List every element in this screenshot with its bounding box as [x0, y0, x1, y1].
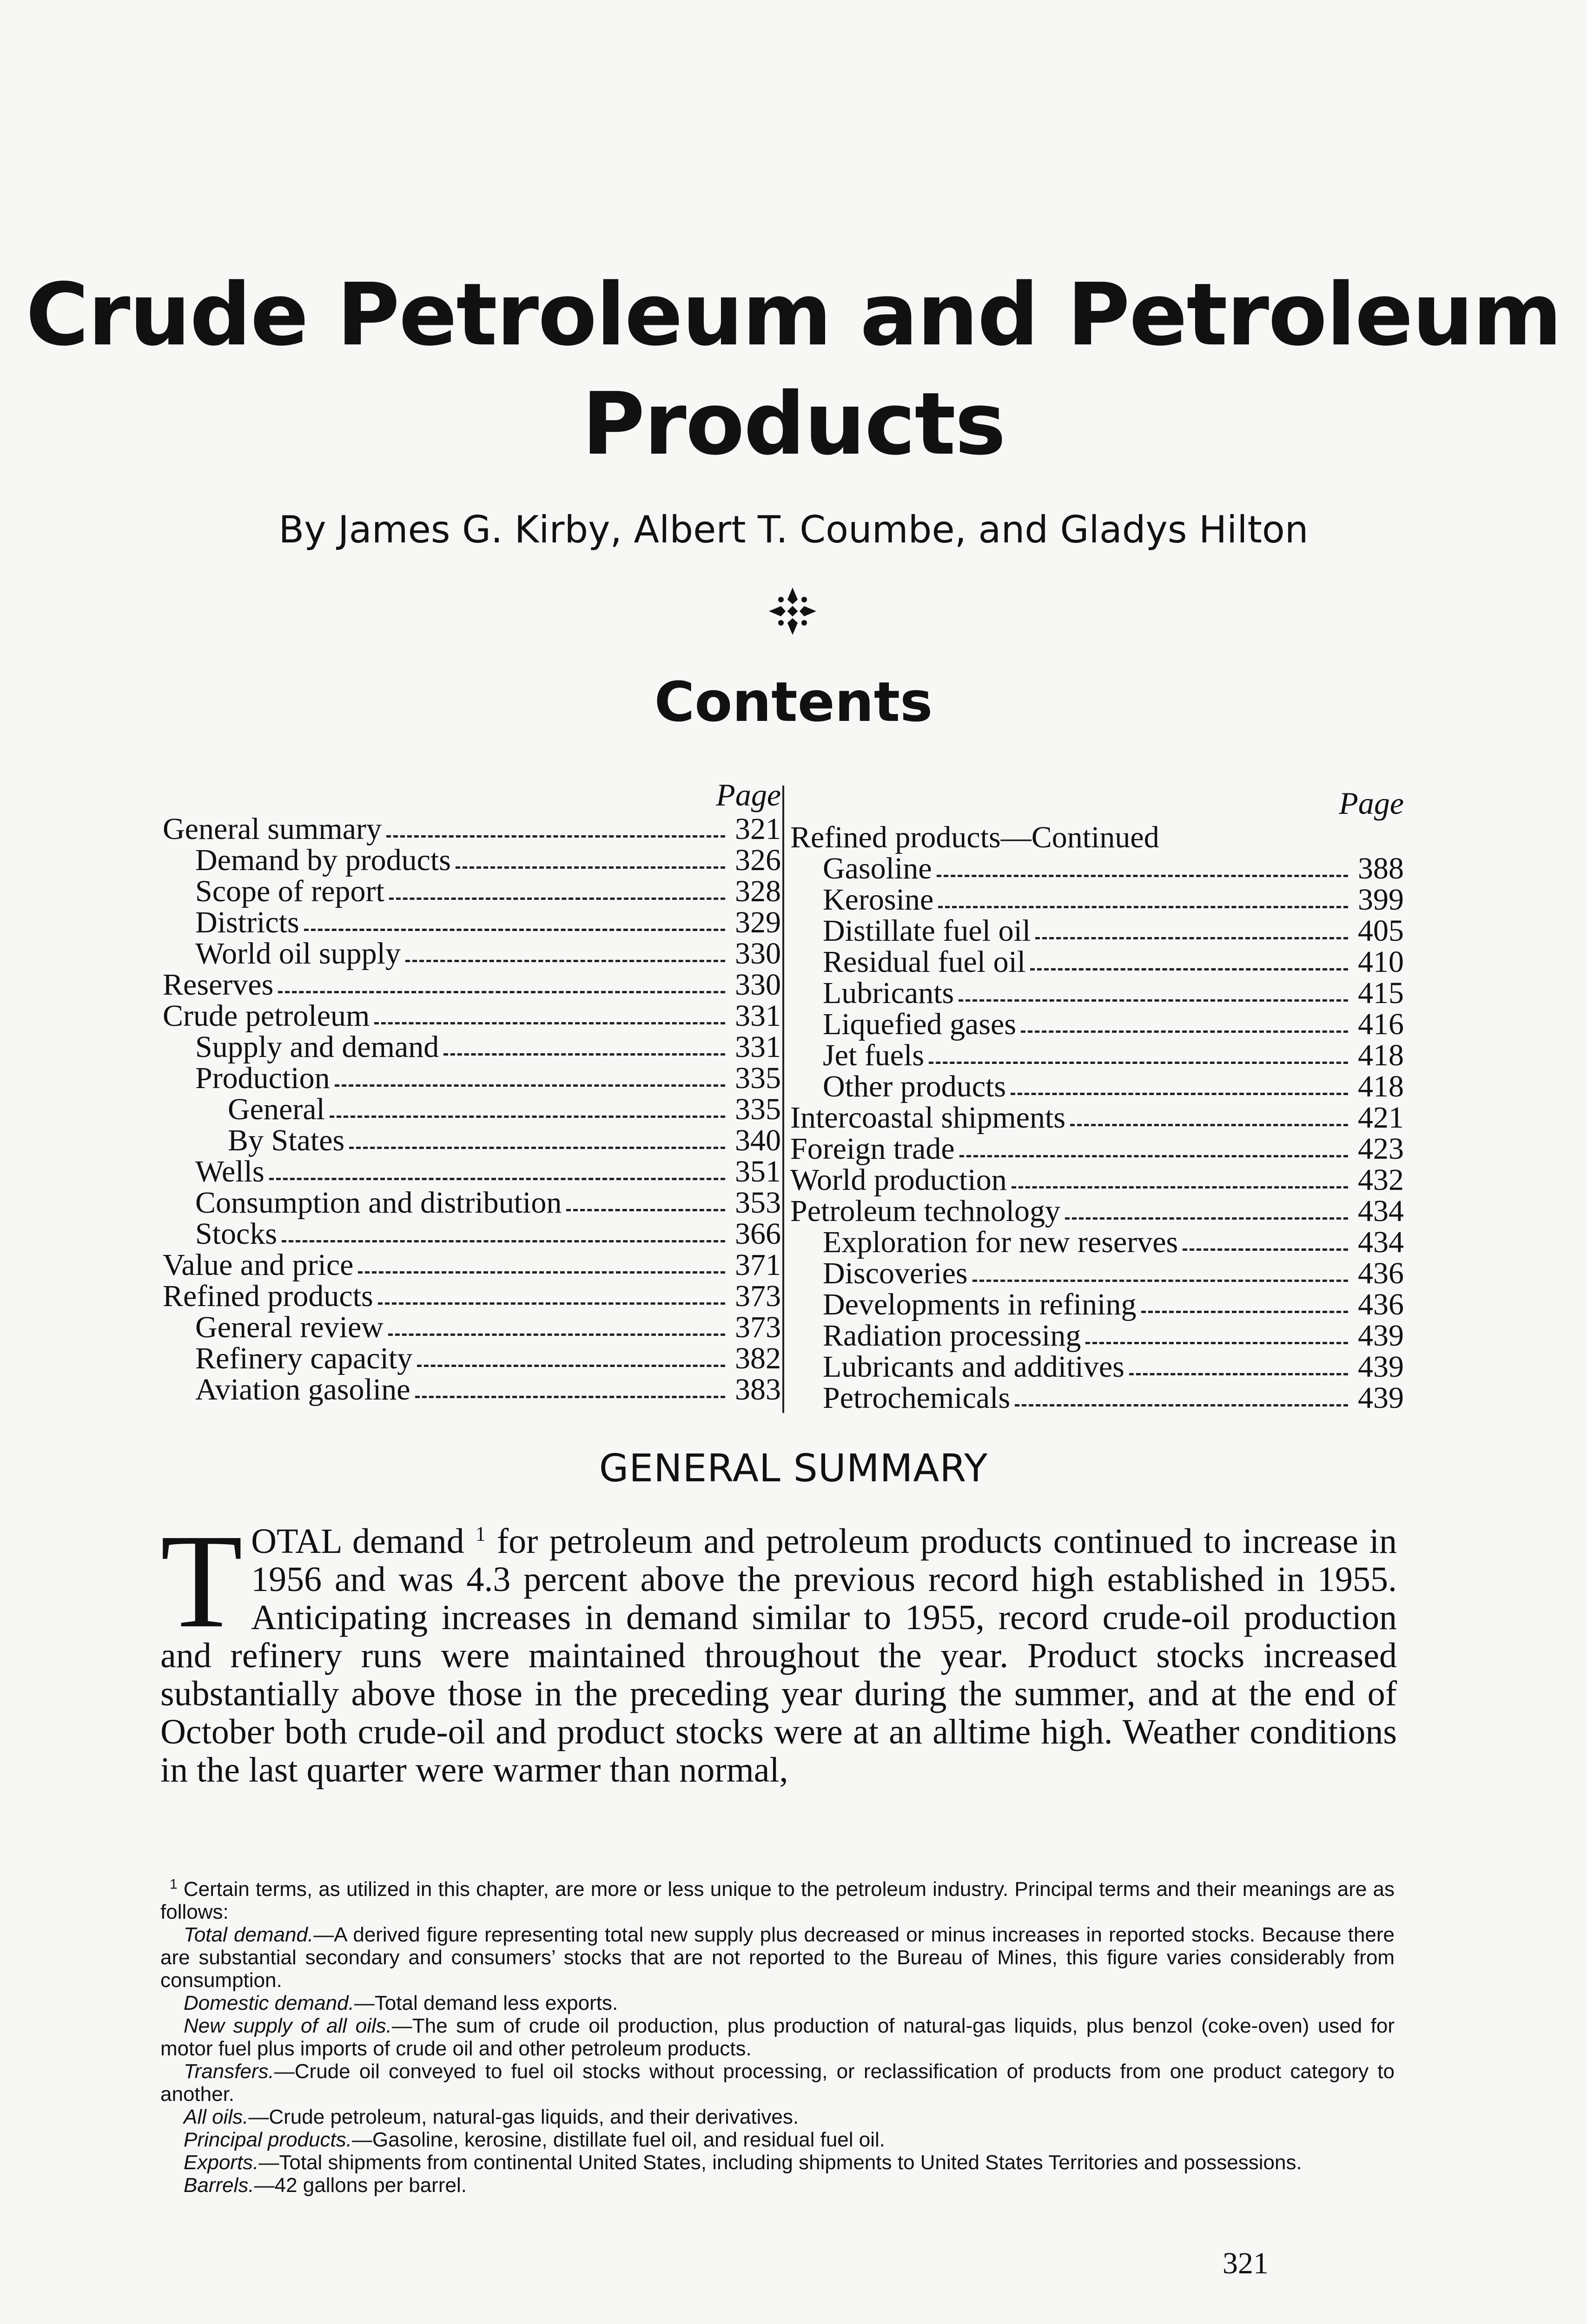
toc-leader-dots — [417, 1365, 725, 1367]
footnote-definition: —Crude petroleum, natural-gas liquids, and their derivatives. — [248, 2106, 799, 2128]
toc-leader-dots — [1012, 1186, 1348, 1188]
toc-entry-page: 439 — [1358, 1381, 1404, 1415]
toc-entry-label: Scope of report — [195, 874, 384, 908]
footnote-definition: —42 gallons per barrel. — [254, 2174, 467, 2197]
footnote-term: Exports. — [184, 2151, 259, 2174]
toc-divider — [782, 786, 784, 1413]
footnote-terms — [160, 1923, 1395, 2197]
toc-leader-dots — [959, 1155, 1348, 1157]
toc-entry — [790, 1382, 1404, 1413]
toc-leader-dots — [929, 1062, 1348, 1064]
footnote-intro — [160, 1878, 1395, 1923]
toc-entry-page: 353 — [735, 1186, 781, 1220]
toc-entry-page: 328 — [735, 874, 781, 908]
toc-leader-dots — [378, 1302, 725, 1305]
toc-entry-label: World oil supply — [195, 937, 401, 971]
toc-entry — [790, 1195, 1404, 1227]
toc-entry — [790, 1164, 1404, 1195]
drop-cap: T — [160, 1506, 243, 1656]
toc-entry-label: General summary — [163, 812, 382, 846]
toc-entry — [163, 1218, 781, 1249]
authors-byline: By James G. Kirby, Albert T. Coumbe, and Gladys Hilton — [278, 508, 1309, 551]
footnotes — [160, 1878, 1395, 2197]
toc-entry-label: Wells — [195, 1155, 264, 1188]
toc-entry — [790, 1009, 1404, 1040]
toc-entry-label: Developments in refining — [823, 1287, 1137, 1321]
toc-entry-page: 388 — [1358, 852, 1404, 885]
toc-entry — [163, 1125, 781, 1156]
chapter-title-line2: Products — [582, 374, 1005, 474]
footnote-intro-text: Certain terms, as utilized in this chapter, are more or less unique to the petroleum industry. Principal terms and their meanings are as follows: — [160, 1878, 1395, 1923]
toc-entry-page: 418 — [1358, 1038, 1404, 1072]
toc-entry-label: Supply and demand — [195, 1030, 439, 1064]
toc-leader-dots — [304, 929, 725, 931]
toc-entry-page: 335 — [735, 1061, 781, 1095]
toc-entry — [163, 813, 781, 845]
toc-entry — [163, 1312, 781, 1343]
toc-entry-label: Refinery capacity — [195, 1341, 413, 1375]
toc-entry-page: 436 — [1358, 1287, 1404, 1321]
toc-leader-dots — [388, 1334, 725, 1336]
toc-entry — [790, 977, 1404, 1009]
toc-entry-page: 423 — [1358, 1132, 1404, 1166]
toc-leader-dots — [374, 1022, 725, 1024]
toc-entry-label: Aviation gasoline — [195, 1373, 410, 1406]
footnote-term-definition — [160, 1992, 1395, 2014]
toc-entry — [790, 1133, 1404, 1164]
footnote-term-definition — [160, 2174, 1395, 2197]
footnote-mark: 1 — [170, 1876, 178, 1892]
toc-leader-dots — [937, 875, 1348, 877]
toc-entry-label: Gasoline — [823, 852, 932, 885]
body-paragraph — [160, 1506, 1397, 1789]
toc-entry — [163, 1343, 781, 1374]
footnote-term: New supply of all oils. — [184, 2014, 392, 2037]
toc-entry-label: General — [228, 1092, 325, 1126]
toc-entry — [163, 1281, 781, 1312]
toc-entry — [163, 1156, 781, 1187]
chapter-title — [0, 260, 1587, 479]
toc-leader-dots — [415, 1396, 725, 1398]
footnote-definition: —Crude oil conveyed to fuel oil stocks without processing, or reclassification of products from one product category to another. — [160, 2060, 1395, 2106]
toc-entry — [163, 1031, 781, 1063]
toc-right-list — [790, 822, 1404, 1413]
toc-entry — [790, 1320, 1404, 1351]
toc-leader-dots — [330, 1116, 725, 1118]
toc-entry-page: 366 — [735, 1217, 781, 1251]
toc-entry-page: 418 — [1358, 1070, 1404, 1103]
toc-right-column — [790, 776, 1404, 1413]
footnote-definition: —Gasoline, kerosine, distillate fuel oil, and residual fuel oil. — [351, 2128, 886, 2151]
toc-entry — [163, 845, 781, 876]
toc-leader-dots — [1011, 1093, 1348, 1095]
toc-entry-label: Exploration for new reserves — [823, 1225, 1178, 1259]
toc-leader-dots — [1015, 1404, 1348, 1406]
footnote-term: Transfers. — [184, 2060, 274, 2083]
toc-entry-page: 335 — [735, 1092, 781, 1126]
page-number: 321 — [1223, 2246, 1269, 2280]
toc-entry — [163, 969, 781, 1000]
toc-entry-page: 421 — [1358, 1101, 1404, 1135]
footnote-reference: 1 — [475, 1522, 486, 1545]
toc-entry-label: Jet fuels — [823, 1038, 925, 1072]
toc-leader-dots — [389, 898, 725, 900]
toc-entry — [163, 1094, 781, 1125]
toc-left-list — [163, 813, 781, 1405]
toc-entry — [163, 1249, 781, 1281]
toc-entry-page: 373 — [735, 1279, 781, 1313]
toc-entry-label: Refined products — [163, 1279, 373, 1313]
toc-entry-label: Lubricants — [823, 976, 954, 1010]
toc-entry-label: Discoveries — [823, 1256, 968, 1290]
toc-entry — [163, 1187, 781, 1218]
toc-leader-dots — [456, 866, 725, 869]
toc-entry-label: Lubricants and additives — [823, 1350, 1124, 1384]
toc-entry-page: 416 — [1358, 1007, 1404, 1041]
toc-page-header: Page — [716, 777, 781, 812]
toc-entry-label: Crude petroleum — [163, 999, 370, 1033]
toc-leader-dots — [1030, 968, 1348, 971]
toc-entry-label: Distillate fuel oil — [823, 914, 1031, 948]
footnote-definition: —A derived figure representing total new supply plus decreased or minus increases in reported stocks. Because there are substantial secondary and consumers’ stocks that are not reported to the Bureau of Mines, this figure varies considerably from consumption. — [160, 1923, 1395, 1992]
toc-entry-label: Radiation processing — [823, 1319, 1081, 1353]
toc-leader-dots — [1129, 1373, 1348, 1375]
toc-leader-dots — [566, 1209, 725, 1211]
toc-entry-label: Demand by products — [195, 843, 451, 877]
toc-entry — [163, 1374, 781, 1405]
toc-entry-page: 439 — [1358, 1319, 1404, 1353]
toc-entry-page: 434 — [1358, 1225, 1404, 1259]
section-heading: GENERAL SUMMARY — [599, 1446, 988, 1491]
footnote-term-definition — [160, 2060, 1395, 2106]
toc-entry-page: 410 — [1358, 945, 1404, 979]
toc-entry — [790, 946, 1404, 977]
toc-leader-dots — [1085, 1342, 1348, 1344]
toc-entry-label: Consumption and distribution — [195, 1186, 562, 1220]
contents-heading: Contents — [654, 670, 933, 734]
toc-entry-page: 331 — [735, 1030, 781, 1064]
toc-entry-label: Other products — [823, 1070, 1006, 1103]
toc-entry — [163, 938, 781, 969]
footnote-term: Principal products. — [184, 2128, 352, 2151]
toc-entry — [790, 884, 1404, 915]
toc-entry-page: 331 — [735, 999, 781, 1033]
toc-leader-dots — [282, 1240, 725, 1242]
toc-entry-label: Residual fuel oil — [823, 945, 1026, 979]
toc-entry-label: Reserves — [163, 968, 274, 1002]
toc-leader-dots — [959, 999, 1348, 1002]
toc-entry-label: Districts — [195, 905, 299, 939]
toc-entry-label: Intercoastal shipments — [790, 1101, 1066, 1135]
toc-entry-label: By States — [228, 1123, 345, 1157]
toc-entry — [790, 1258, 1404, 1289]
footnote-term: Domestic demand. — [184, 1992, 354, 2014]
footnote-definition: —Total shipments from continental United States, including shipments to United States Territories and possessions. — [258, 2151, 1302, 2174]
toc-leader-dots — [358, 1271, 725, 1274]
footnote-term: Total demand. — [184, 1923, 314, 1946]
toc-entry-page: 382 — [735, 1341, 781, 1375]
footnote-term-definition — [160, 1923, 1395, 1992]
toc-entry-label: Petroleum technology — [790, 1194, 1061, 1228]
footnote-term-definition — [160, 2151, 1395, 2174]
toc-leader-dots — [1183, 1248, 1348, 1251]
toc-leader-dots — [443, 1053, 725, 1056]
toc-entry-label: Value and price — [163, 1248, 354, 1282]
footnote-term-definition — [160, 2106, 1395, 2128]
toc-entry — [163, 907, 781, 938]
toc-entry-page: 326 — [735, 843, 781, 877]
toc-leader-dots — [349, 1147, 725, 1149]
toc-entry-page: 436 — [1358, 1256, 1404, 1290]
footnote-definition: —The sum of crude oil production, plus production of natural-gas liquids, plus benzol (coke-oven) used for motor fuel plus imports of crude oil and other petroleum products. — [160, 2014, 1395, 2060]
toc-entry — [790, 1227, 1404, 1258]
toc-entry — [790, 1351, 1404, 1382]
toc-entry-page: 321 — [735, 812, 781, 846]
toc-entry-label: Foreign trade — [790, 1132, 955, 1166]
footnote-term: Barrels. — [184, 2174, 254, 2197]
toc-entry-page: 432 — [1358, 1163, 1404, 1197]
toc-entry-label: World production — [790, 1163, 1007, 1197]
toc-entry-label: Petrochemicals — [823, 1381, 1011, 1415]
toc-entry-page: 351 — [735, 1155, 781, 1188]
body-first-word: OTAL demand — [251, 1522, 464, 1561]
toc-leader-dots — [1070, 1124, 1348, 1126]
toc-entry — [163, 876, 781, 907]
toc-leader-dots — [972, 1280, 1348, 1282]
toc-entry — [790, 1102, 1404, 1133]
toc-entry-page: 434 — [1358, 1194, 1404, 1228]
toc-entry-page: 329 — [735, 905, 781, 939]
toc-entry-page: 330 — [735, 937, 781, 971]
footnote-term: All oils. — [184, 2106, 249, 2128]
toc-entry-page: 383 — [735, 1373, 781, 1406]
diamond-fleuron-icon — [767, 586, 818, 637]
toc-entry — [790, 1071, 1404, 1102]
toc-leader-dots — [1065, 1217, 1348, 1220]
toc-entry-page: 340 — [735, 1123, 781, 1157]
toc-entry-label: Liquefied gases — [823, 1007, 1017, 1041]
toc-entry — [790, 853, 1404, 884]
toc-entry-label: Stocks — [195, 1217, 278, 1251]
toc-leader-dots — [938, 906, 1348, 908]
toc-entry — [790, 1289, 1404, 1320]
toc-leader-dots — [335, 1084, 725, 1087]
toc-leader-dots — [386, 835, 725, 838]
toc-page-header: Page — [1339, 786, 1404, 821]
toc-entry-label: Kerosine — [823, 883, 934, 917]
toc-entry — [790, 822, 1404, 853]
toc-leader-dots — [1035, 937, 1348, 939]
toc-entry-page: 439 — [1358, 1350, 1404, 1384]
toc-entry-page: 405 — [1358, 914, 1404, 948]
footnote-definition: —Total demand less exports. — [354, 1992, 618, 2014]
toc-entry — [790, 1040, 1404, 1071]
toc-entry-page: 399 — [1358, 883, 1404, 917]
toc-entry — [163, 1000, 781, 1031]
toc-entry-label: Production — [195, 1061, 330, 1095]
chapter-title-line1: Crude Petroleum and Petroleum — [26, 264, 1561, 365]
toc-entry-page: 415 — [1358, 976, 1404, 1010]
footnote-term-definition — [160, 2128, 1395, 2151]
toc-entry-page: 371 — [735, 1248, 781, 1282]
body-text: for petroleum and petroleum products continued to increase in 1956 and was 4.3 percent above the previous record high established in 1955. Anticipating increases in demand similar to 1955, record crude-oil production and refinery runs were maintained throughout the year. Product stocks increased substantially above those in the preceding year during the summer, and at the end of October both crude-oil and product stocks were at an alltime high. Weather conditions in the last quarter were warmer than normal, — [160, 1522, 1397, 1789]
toc-leader-dots — [1021, 1030, 1348, 1033]
toc-entry — [163, 1063, 781, 1094]
toc-entry-page: 330 — [735, 968, 781, 1002]
toc-entry-page: 373 — [735, 1310, 781, 1344]
toc-leader-dots — [269, 1178, 725, 1180]
toc-entry — [790, 915, 1404, 946]
toc-entry-label: Refined products—Continued — [790, 820, 1159, 854]
toc-leader-dots — [1141, 1311, 1348, 1313]
toc-leader-dots — [278, 991, 725, 993]
toc-left-column — [163, 776, 781, 1405]
toc-entry-label: General review — [195, 1310, 384, 1344]
toc-leader-dots — [405, 960, 725, 962]
footnote-term-definition — [160, 2014, 1395, 2060]
